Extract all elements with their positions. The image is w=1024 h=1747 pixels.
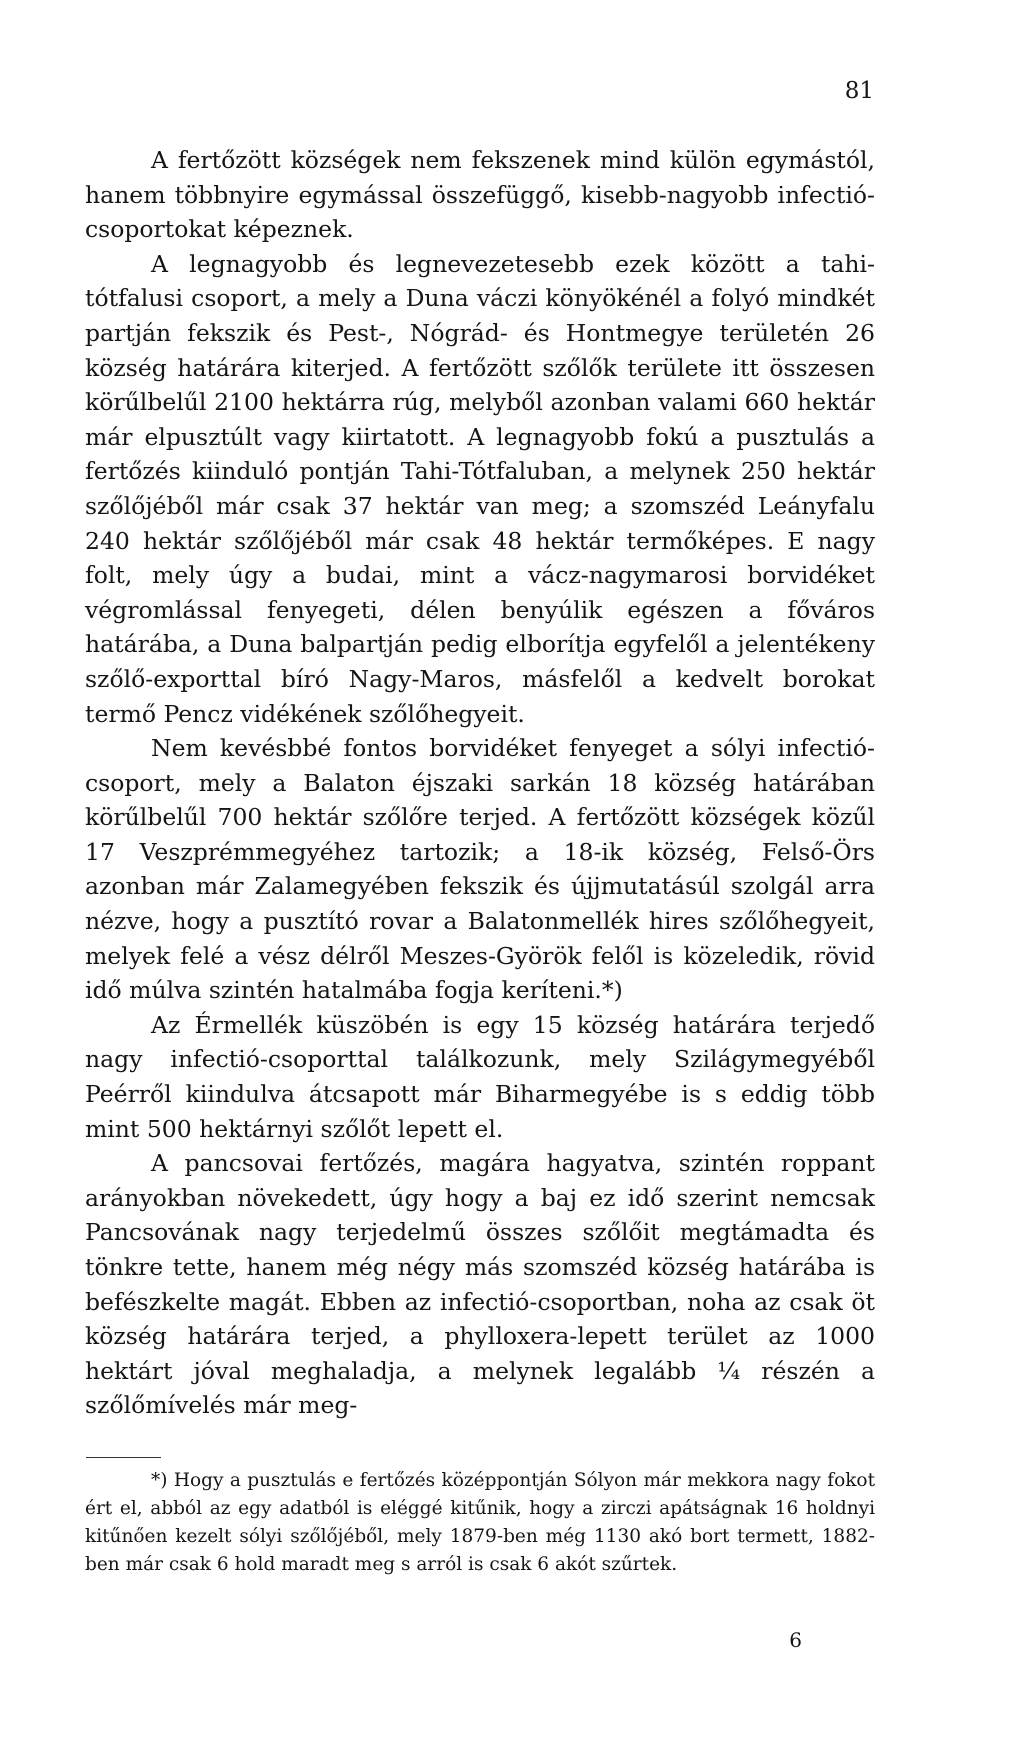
footnote: *) Hogy a pusztulás e fertőzés középpontján Sólyon már mekkora nagy fokot ért el, abból az egy adatból is eléggé kitűnik, hogy a zirczi apátságnak 16 holdnyi kitűnően kezelt sólyi szőlőjéből, mely 1879-ben még 1130 akó bort termett, 1882-ben már csak 6 hold maradt meg s arról is csak 6 akót szűrtek. [85, 1470, 875, 1575]
footnote-divider [86, 1457, 161, 1458]
paragraph: Az Érmellék küszöbén is egy 15 község határára terjedő nagy infectió-csoporttal találkozunk, mely Szilágymegyéből Peérről kiindulva átcsapott már Biharmegyébe is s eddig több mint 500 hektárnyi szőlőt lepett el. [85, 1010, 875, 1143]
main-text [85, 143, 875, 1423]
paragraph: A fertőzött községek nem fekszenek mind külön egymástól, hanem többnyire egymással összefüggő, kisebb-nagyobb infectió-csoportokat képeznek. [85, 146, 875, 244]
paragraph: Nem kevésbbé fontos borvidéket fenyeget a sólyi infectió-csoport, mely a Balaton éjszaki sarkán 18 község határában körűlbelűl 700 hektár szőlőre terjed. A fertőzött községek közűl 17 Veszprémmegyéhez tartozik; a 18-ik község, Felső-Örs azonban már Zalamegyében fekszik és újjmutatásúl szolgál arra nézve, hogy a pusztító rovar a Balatonmellék hires szőlőhegyeit, melyek felé a vész délről Meszes-Györök felől is közeledik, rövid idő múlva szintén hatalmába fogja keríteni.*) [85, 734, 875, 1005]
signature-mark: 6 [789, 1628, 802, 1652]
footnotes [85, 1467, 875, 1579]
paragraph: A pancsovai fertőzés, magára hagyatva, szintén roppant arányokban növekedett, úgy hogy a baj ez idő szerint nemcsak Pancsovának nagy terjedelmű összes szőlőit megtámadta és tönkre tette, hanem még négy más szomszéd község határába is befészkelte magát. Ebben az infectió-csoportban, noha az csak öt község határára terjed, a phylloxera-lepett terület az 1000 hektárt jóval meghaladja, a melynek legalább ¼ részén a szőlőmívelés már meg- [85, 1149, 875, 1420]
page-number: 81 [844, 78, 874, 104]
paragraph: A legnagyobb és legnevezetesebb ezek között a tahi-tótfalusi csoport, a mely a Duna váczi könyökénél a folyó mindkét partján fekszik és Pest-, Nógrád- és Hontmegye területén 26 község határára kiterjed. A fertőzött szőlők területe itt összesen körűlbelűl 2100 hektárra rúg, melyből azonban valami 660 hektár már elpusztúlt vagy kiirtatott. A legnagyobb fokú a pusztulás a fertőzés kiinduló pontján Tahi-Tótfaluban, a melynek 250 hektár szőlőjéből már csak 37 hektár van meg; a szomszéd Leányfalu 240 hektár szőlőjéből már csak 48 hektár termőképes. E nagy folt, mely úgy a budai, mint a vácz-nagymarosi borvidéket végromlással fenyegeti, délen benyúlik egészen a főváros határába, a Duna balpartján pedig elborítja egyfelől a jelentékeny szőlő-exporttal bíró Nagy-Maros, másfelől a kedvelt borokat termő Pencz vidékének szőlőhegyeit. [85, 249, 875, 728]
